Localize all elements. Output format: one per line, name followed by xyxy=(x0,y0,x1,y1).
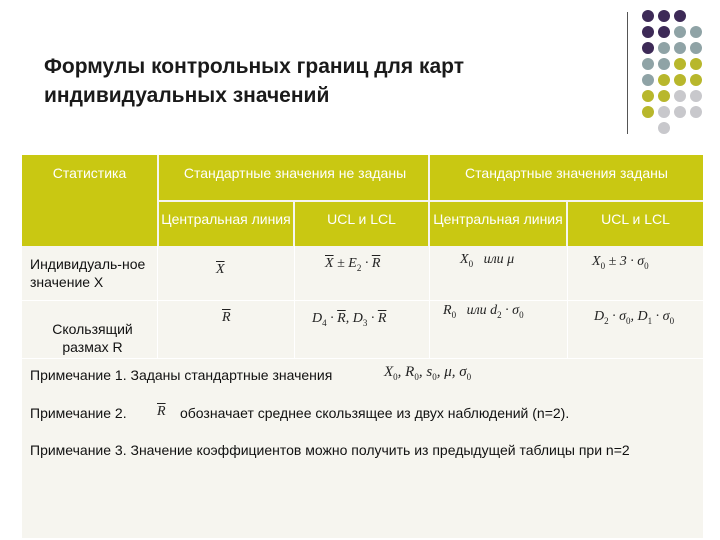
note-3: Примечание 3. Значение коэффициентов можно получить из предыдущей таблицы при n=2 xyxy=(30,442,630,458)
decor-dot xyxy=(658,106,670,118)
decor-dot xyxy=(674,42,686,54)
decor-dot xyxy=(658,90,670,102)
decor-dot xyxy=(674,74,686,86)
header-statistic: Статистика xyxy=(52,165,127,181)
decor-dot xyxy=(658,42,670,54)
note-2-prefix: Примечание 2. xyxy=(30,405,127,421)
decor-dot xyxy=(690,90,702,102)
decor-dot xyxy=(642,26,654,38)
page-title: Формулы контрольных границ для карт индивидуальных значений xyxy=(44,55,464,107)
grid-line xyxy=(294,246,295,358)
sub-limits-not-given: UCL и LCL xyxy=(327,211,396,227)
decor-dot xyxy=(658,122,670,134)
formula-r-limits-given: $D_2 \cdot \sigma_0$, $D_1 \cdot \sigma_0$ xyxy=(594,309,675,326)
header-given: Стандартные значения заданы xyxy=(465,165,668,181)
sub-central-given: Центральная линия xyxy=(433,211,563,227)
header-not-given: Стандартные значения не заданы xyxy=(183,165,407,181)
formula-x-central-given: $X_0$ или μ xyxy=(460,252,515,269)
decor-dot xyxy=(642,58,654,70)
note-1: Примечание 1. Заданы стандартные значения xyxy=(30,367,333,383)
decor-dot xyxy=(658,58,670,70)
decor-dot xyxy=(642,106,654,118)
row-label-x: Индивидуаль-ное значение X xyxy=(30,256,146,290)
decor-dot xyxy=(658,10,670,22)
decor-dot xyxy=(674,58,686,70)
note-1-formula: $X_0$, $R_0$, $s_0$, μ, $\sigma_0$ xyxy=(384,364,472,382)
formula-x-limits-given: $X_0 \pm 3 \cdot \sigma_0$ xyxy=(592,254,649,271)
sub-limits-given: UCL и LCL xyxy=(601,211,670,227)
row-label-r: Скользящий размах R xyxy=(52,321,133,355)
decor-dot xyxy=(642,90,654,102)
formula-x-central-not-given: $\overline{X}$ xyxy=(216,262,225,277)
formula-r-central-given: $R_0$ или $d_2 \cdot \sigma_0$ xyxy=(443,303,524,320)
decor-dot xyxy=(658,74,670,86)
decor-vertical-line xyxy=(627,12,628,134)
grid-line xyxy=(429,246,430,358)
decor-dot xyxy=(690,106,702,118)
decor-dot xyxy=(690,58,702,70)
decor-dot xyxy=(690,42,702,54)
decor-dot xyxy=(674,26,686,38)
decor-dot xyxy=(674,106,686,118)
decor-dot xyxy=(642,10,654,22)
decor-dot xyxy=(674,10,686,22)
decor-dot xyxy=(690,26,702,38)
note-2-symbol: $\overline{R}$ xyxy=(157,404,166,419)
formula-r-limits-not-given: $D_4 \cdot \overline{R}$, $D_3 \cdot \overline{R}$ xyxy=(312,311,387,328)
decor-dot xyxy=(690,74,702,86)
decor-dot-grid xyxy=(638,10,718,140)
sub-central-not-given: Центральная линия xyxy=(161,211,291,227)
grid-line xyxy=(22,358,703,359)
decor-dot xyxy=(642,42,654,54)
decor-dot xyxy=(658,26,670,38)
formula-r-central-not-given: $\overline{R}$ xyxy=(222,310,231,325)
grid-line xyxy=(157,246,158,358)
grid-line xyxy=(567,246,568,358)
decor-dot xyxy=(642,74,654,86)
grid-line xyxy=(22,300,703,301)
note-2-text: обозначает среднее скользящее из двух наблюдений (n=2). xyxy=(180,405,570,421)
formula-x-limits-not-given: $\overline{X} \pm E_2 \cdot \overline{R}$ xyxy=(325,256,381,273)
decor-dot xyxy=(674,90,686,102)
